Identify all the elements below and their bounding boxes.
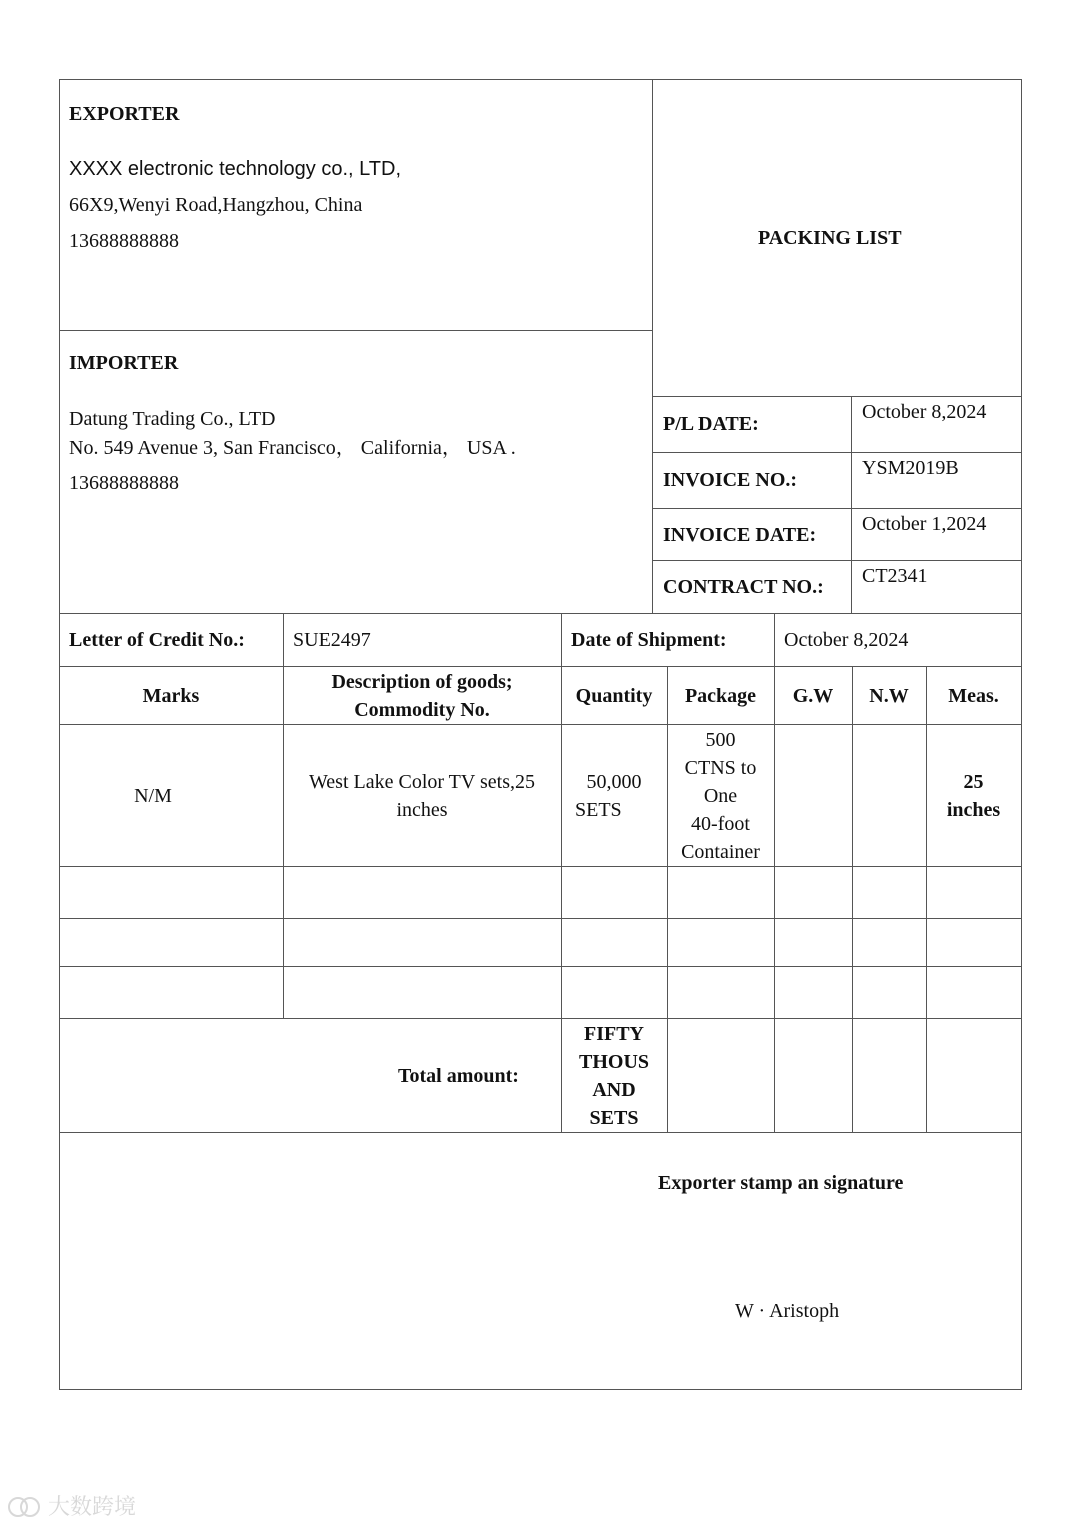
header-desc-line1: Description of goods; [331, 670, 513, 693]
row1-description [283, 725, 561, 866]
signature-name: W · Aristoph [735, 1300, 840, 1322]
total-line3: AND [592, 1078, 636, 1101]
row1-pkg-line4: 40-foot [691, 812, 750, 835]
importer-company: Datung Trading Co., LTD [69, 408, 276, 430]
shipment-label: Date of Shipment: [571, 629, 727, 651]
header-marks: Marks [142, 684, 200, 707]
total-label: Total amount: [398, 1065, 519, 1087]
importer-heading: IMPORTER [69, 352, 179, 374]
pl-date-value: October 8,2024 [862, 401, 987, 423]
header-meas: Meas. [948, 684, 999, 707]
exporter-company: XXXX electronic technology co., LTD, [69, 158, 402, 180]
row1-meas-line1: 25 [963, 770, 984, 793]
row1-qty-line2: SETS [575, 798, 622, 821]
invoice-date-value: October 1,2024 [862, 513, 987, 535]
row1-desc-line1: West Lake Color TV sets,25 [309, 770, 535, 793]
pl-date-label: P/L DATE: [663, 413, 759, 435]
invoice-date-label: INVOICE DATE: [663, 524, 817, 546]
row1-quantity [561, 725, 667, 866]
invoice-no-value: YSM2019B [862, 457, 959, 479]
header-description [283, 667, 561, 724]
header-gw: G.W [792, 684, 834, 707]
document-title: PACKING LIST [758, 227, 902, 249]
total-line2: THOUS [578, 1050, 650, 1073]
row1-desc-line2: inches [396, 798, 448, 821]
shipment-value: October 8,2024 [784, 629, 909, 651]
contract-no-value: CT2341 [862, 565, 928, 587]
total-amount [561, 1019, 667, 1132]
row1-package [667, 725, 774, 866]
row1-pkg-line2: CTNS to [684, 756, 757, 779]
signature-label: Exporter stamp an signature [658, 1172, 904, 1194]
row1-marks: N/M [134, 784, 172, 807]
row1-meas [926, 725, 1021, 866]
credit-value: SUE2497 [293, 629, 371, 651]
total-line1: FIFTY [584, 1022, 644, 1045]
header-nw: N.W [869, 684, 909, 707]
watermark [8, 1490, 136, 1521]
importer-phone: 13688888888 [69, 472, 179, 494]
watermark-text: 大数跨境 [48, 1495, 137, 1520]
exporter-phone: 13688888888 [69, 230, 179, 252]
row1-qty-line1: 50,000 [586, 770, 642, 793]
exporter-address: 66X9,Wenyi Road,Hangzhou, China [69, 194, 363, 216]
header-desc-line2: Commodity No. [354, 698, 490, 721]
row1-pkg-line5: Container [681, 840, 760, 863]
total-line4: SETS [589, 1106, 639, 1129]
watermark-logo-icon [8, 1495, 42, 1517]
contract-no-label: CONTRACT NO.: [663, 576, 824, 598]
exporter-heading: EXPORTER [69, 103, 180, 125]
importer-address: No. 549 Avenue 3, San Francisco， California， USA . [69, 437, 516, 459]
row1-pkg-line3: One [703, 784, 738, 807]
header-quantity: Quantity [575, 684, 653, 707]
row1-meas-line2: inches [946, 798, 1001, 821]
credit-label: Letter of Credit No.: [69, 629, 245, 651]
invoice-no-label: INVOICE NO.: [663, 469, 798, 491]
row1-pkg-line1: 500 [705, 728, 736, 751]
header-package: Package [684, 684, 757, 707]
